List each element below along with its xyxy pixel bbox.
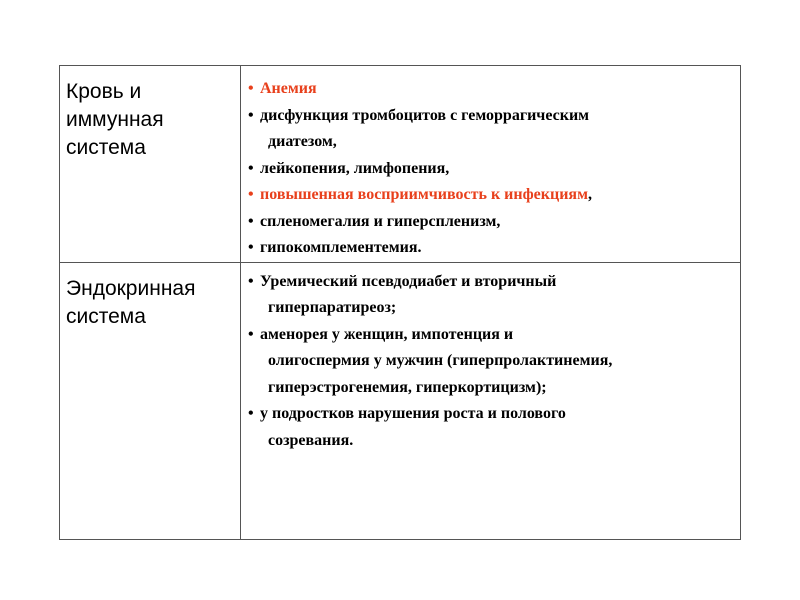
heading-line: иммунная [66, 108, 164, 131]
item-suffix: , [587, 186, 592, 203]
list-item [248, 235, 736, 262]
item-text-continuation: олигоспермия у мужчин (гиперпролактинемия, [268, 352, 613, 369]
row-content-cell [241, 262, 741, 539]
heading-line: Эндокринная [66, 276, 196, 300]
heading-line: Кровь и [66, 80, 142, 103]
table-row [60, 66, 741, 263]
bullet-marker: • [248, 405, 254, 422]
heading-line: система [66, 136, 146, 159]
list-item [248, 103, 736, 156]
list-item [248, 401, 736, 454]
item-text: спленомегалия и гиперспленизм, [260, 212, 501, 230]
list-item [248, 156, 736, 183]
item-text: гипокомплементемия. [260, 239, 422, 256]
list-item [248, 209, 736, 236]
item-text: дисфункция тромбоцитов с геморрагическим [260, 106, 590, 124]
bullet-marker: • [248, 80, 254, 97]
bullet-marker: • [248, 325, 254, 343]
list-item [248, 76, 736, 103]
row-heading [60, 263, 240, 331]
row-heading-cell [60, 262, 241, 539]
item-text-continuation: гиперэстрогенемия, гиперкортицизм); [268, 378, 547, 396]
list-item [248, 182, 736, 209]
item-text-continuation: диатезом, [268, 133, 337, 150]
bullet-marker: • [248, 106, 254, 124]
item-text: у подростков нарушения роста и полового [260, 405, 566, 422]
bullet-list [241, 263, 740, 455]
item-text: Уремический псевдодиабет и вторичный [260, 272, 557, 290]
item-text: аменорея у женщин, импотенция и [260, 325, 514, 343]
bullet-marker: • [248, 212, 254, 230]
item-text: лейкопения, лимфопения, [260, 159, 450, 177]
table-row [60, 262, 741, 539]
content-table [59, 65, 741, 540]
list-item [248, 269, 736, 322]
row-content-cell [241, 66, 741, 263]
row-heading [60, 66, 240, 162]
bullet-marker: • [248, 159, 254, 177]
bullet-marker: • [248, 272, 254, 290]
item-text-continuation: гиперпаратиреоз; [268, 299, 397, 316]
row-heading-cell [60, 66, 241, 263]
bullet-marker: • [248, 186, 254, 203]
bullet-marker: • [248, 239, 254, 256]
item-text: повышенная восприимчивость к инфекциям [260, 186, 588, 203]
list-item [248, 322, 736, 402]
item-text-continuation: созревания. [268, 431, 354, 449]
bullet-list [241, 66, 740, 262]
heading-line: система [66, 304, 146, 328]
item-text: Анемия [260, 80, 317, 97]
